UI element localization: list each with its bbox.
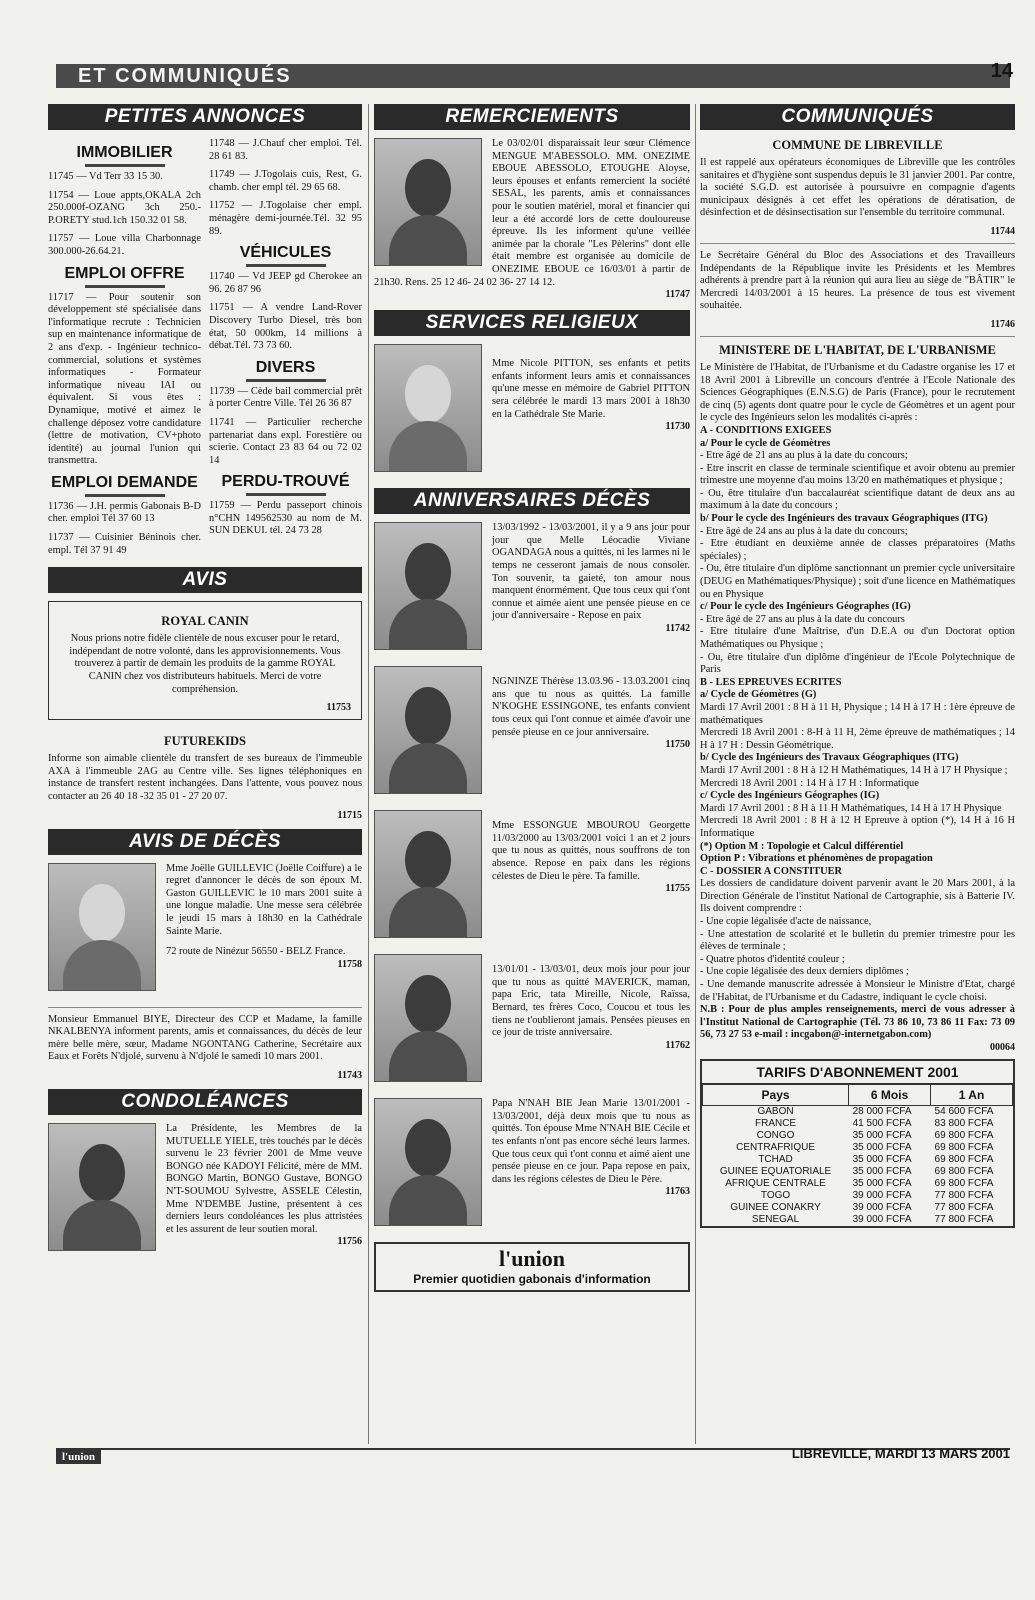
ad-number: 00064 [990,1042,1015,1053]
ministere-line: - Ou, être titulaire d'un baccalauréat scientifique datant de deux ans au maximum à la date du concours ; [700,487,1015,512]
ad-number: 11758 [337,958,362,970]
ad-number: 11750 [665,739,690,751]
table-row [703,1190,1013,1202]
ministere-line: - Ou, être titulaire d'un diplôme d'ingénieur de l'Ecole Polytechnique de Paris [700,651,1015,676]
tarifs-cell: 77 800 FCFA [934,1214,994,1225]
union-promo-box [374,1242,690,1292]
tarifs-cell: 39 000 FCFA [852,1202,912,1213]
anniversary-text: Mme ESSONGUE MBOUROU Georgette 11/03/2000 au 13/03/2001 voici 1 an et 2 jours que tu nous as quittés, nous souffrons de ton absence. Repose en paix dans les régions célestes de Dieu le père. Ta famille. [492,820,690,882]
table-row [703,1118,1013,1130]
classified-item: 11717 — Pour soutenir son développement sté spécialisée dans l'informatique recrute : Technicien sup en maintenance informatique de 2 ans d'exp. - Ingénieur technico-commercial, solutions et systèmes informatiques - Formateur informatique niveau IAI ou équivalent. Si vous êtes : Dynamique, motivé et aimez le challenge déposez votre candidature (lettre de motivation, CV+photo identité) au journal l'union qui transmettra. [48,291,201,467]
ministere-line: B - LES EPREUVES ECRITES [700,676,842,688]
classifieds-col-b [209,138,362,563]
tarifs-box [700,1059,1015,1228]
tarifs-cell: 69 800 FCFA [934,1166,994,1177]
ministere-line: c/ Cycle des Ingénieurs Géographes (IG) [700,790,880,802]
portrait-photo [374,138,482,266]
table-row [703,1154,1013,1166]
divider [700,336,1015,337]
ministere-line: Mercredi 18 Avril 2001 : 8-H à 11 H, 2ème épreuve de mathématiques ; 14 H à 17 H : Dessin Géométrique. [700,727,1015,751]
classified-item: 11754 — Loue appts,OKALA 2ch 250.000f-OZANG 3ch 250.- P.ORETY stud.1ch 150.32 01 58. [48,189,201,226]
immobilier-heading: IMMOBILIER [48,144,201,167]
classified-item: 11740 — Vd JEEP gd Cherokee an 96. 26 87 96 [209,271,362,295]
tarifs-header-cell: Pays [703,1085,849,1106]
tarifs-cell: FRANCE [754,1118,797,1129]
ministere-line: - Une copie légalisée des deux derniers diplômes ; [700,966,909,978]
portrait-photo [48,1123,156,1251]
tarifs-cell: 28 000 FCFA [852,1106,912,1117]
royal-canin-text: Nous prions notre fidèle clientèle de nous excuser pour le retard, indépendant de notre volonté, dans les approvisionnements. Vous trouverez à partir de demain les produits de la gamme ROYAL CANIN chez vos distributeurs habituels. Merci de votre compréhension. [69,633,341,695]
condoleances-entry [48,1123,362,1257]
page-number: 14 [990,60,1013,82]
futurekids-title: FUTUREKIDS [164,734,246,749]
tarifs-table [702,1084,1013,1226]
ad-number: 11756 [337,1236,362,1248]
ad-number: 11762 [665,1039,690,1051]
anniversary-entry [374,666,690,800]
tarifs-cell: 39 000 FCFA [852,1214,912,1225]
ministere-line: b/ Pour le cycle des Ingénieurs des travaux Géographiques (ITG) [700,513,988,525]
tarifs-cell: 69 800 FCFA [934,1154,994,1165]
divider [48,1007,362,1008]
ministere-line: a/ Cycle de Géomètres (G) [700,689,817,701]
ministere-line: Mardi 17 Avril 2001 : 8 H à 12 H Mathématiques, 14 H à 17 H Physique ; [700,764,1008,776]
tarifs-header-cell: 6 Mois [849,1085,931,1106]
ministere-line: - Etre âgé de 24 ans au plus à la date du concours; [700,525,908,537]
divers-heading: DIVERS [209,359,362,382]
tarifs-cell: GABON [757,1106,794,1117]
anniversaires-banner: ANNIVERSAIRES DÉCÈS [374,488,690,514]
anniversary-text: Papa N'NAH BIE Jean Marie 13/01/2001 - 13/03/2001, déjà deux mois que tu nous as quittés. Ton épouse Mme N'NAH BIE Cécile et tes enfants n'ont pas encore séché leurs larmes. Que tous ceux qui t'ont connu et aimé aient une pensée pieuse en ce jour. Papa repose en paix, dans les régions célestes de Dieu le Père. [492,1098,690,1185]
ministere-line: Option P : Vibrations et phénomènes de propagation [700,853,933,865]
avis-deces-banner: AVIS DE DÉCÈS [48,829,362,855]
ministere-line: a/ Pour le cycle de Géomètres [700,437,831,449]
ad-number: 11746 [990,318,1015,330]
tarifs-cell: 39 000 FCFA [852,1190,912,1201]
libreville-title: COMMUNE DE LIBREVILLE [772,138,943,152]
ad-number: 11744 [990,225,1015,237]
royal-canin-box [48,601,362,720]
tarifs-cell: AFRIQUE CENTRALE [725,1178,826,1189]
ministere-line: - Etre âgé de 21 ans au plus à la date du concours; [700,450,908,462]
portrait-photo [48,863,156,991]
column-left [48,104,362,1267]
anniversary-entry [374,1098,690,1232]
remerciements-entry [374,138,690,300]
tarifs-cell: 41 500 FCFA [852,1118,912,1129]
table-row [703,1130,1013,1142]
ministere-line: - Etre inscrit en classe de terminale scientifique et avoir obtenu au premier trimestre une moyenne d'au moins 13/20 en mathématiques et physique ; [700,462,1015,487]
ministere-title: MINISTERE DE L'HABITAT, DE L'URBANISME [719,342,996,357]
tarifs-cell: GUINEE EQUATORIALE [719,1166,832,1177]
section-title: ET COMMUNIQUÉS [78,65,292,87]
tarifs-cell: CONGO [756,1130,795,1141]
tarifs-cell: 83 800 FCFA [934,1118,994,1129]
classified-item: 11749 — J.Togolais cuis, Rest, G. chamb. cher empl tél. 29 65 68. [209,169,362,193]
service-text: Mme Nicole PITTON, ses enfants et petits enfants informent leurs amis et connaissances qu'une messe en mémoire de Gabriel PITTON sera célébrée le mardi 13 mars 2001 à 18h30 en la Cathédrale Ste Marie. [492,358,690,420]
tarifs-cell: 69 800 FCFA [934,1130,994,1141]
emploi-demande-heading: EMPLOI DEMANDE [48,474,201,497]
remerciements-banner: REMERCIEMENTS [374,104,690,130]
anniversary-entry [374,522,690,656]
table-row [703,1214,1013,1226]
ad-number: 11715 [337,809,362,821]
anniversary-entry [374,954,690,1088]
ministere-line: - Une demande manuscrite adressée à Monsieur le Ministre d'Etat, chargé de l'Habitat, de l'Urbanisme et du Cadastre, indiquant le cycle choisi. [700,979,1015,1003]
ministere-line: Les dossiers de candidature doivent parvenir avant le 20 Mars 2001, à la Direction Générale de l'institut National de Cartographie, sis à Batterie IV. Ils doivent comprendre : [700,878,1015,915]
tarifs-cell: 35 000 FCFA [852,1130,912,1141]
ministere-line: Mercredi 18 Avril 2001 : 8 H à 12 H Epreuve à option (*), 14 H à 16 H Informatique [700,815,1015,839]
tarifs-cell: 35 000 FCFA [852,1142,912,1153]
ad-number: 11743 [337,1069,362,1081]
condoleances-banner: CONDOLÉANCES [48,1089,362,1115]
divider [700,243,1015,244]
table-row [703,1106,1013,1119]
ministere-line: N.B : Pour de plus amples renseignements, merci de vous adresser à l'Institut National de Cartographie (Tél. 73 86 10, 73 86 11 Fax: 73 09 56, 73 27 53 e-mail : incgabon@-internetgabon.com) [700,1004,1015,1041]
tarifs-cell: 77 800 FCFA [934,1202,994,1213]
deces-text: Monsieur Emmanuel BIYE, Directeur des CCP et Madame, la famille NKALBENYA informent parents, amis et connaissances, du décès de leur mère belle mère, sœur, Madame NGONTANG Catherine, Secrétaire aux Eaux et Forêts N'djolé, survenu à N'djolé le samedi 10 mars 2001. [48,1013,362,1063]
portrait-photo [374,810,482,938]
libreville-text: Il est rappelé aux opérateurs économiques de Libreville que les contrôles sanitaires et d'hygiène sont suspendus depuis le 31 janvier 2001. Par contre, la société S.G.D. est autorisée à poursuivre en compagnie d'agents municipaux désignés à cet effet les opérations de dératisation, de désinfection et de désinsectisation sur l'ensemble du territoire communal. [700,157,1015,219]
ministere-line: A - CONDITIONS EXIGEES [700,424,832,436]
ad-number: 11755 [665,883,690,895]
tarifs-cell: CENTRAFRIQUE [736,1142,815,1153]
classified-item: 11759 — Perdu passeport chinois n°CHN 149562530 au nom de M. SUN DEKUI. tél. 24 73 28 [209,500,362,537]
tarifs-cell: 35 000 FCFA [852,1178,912,1189]
tarifs-cell: GUINEE CONAKRY [730,1202,821,1213]
ministere-line: - Etre titulaire d'une Maîtrise, d'un D.E.A ou d'un Doctorat option Mathématiques ou Physique ; [700,626,1015,650]
tarifs-cell: 35 000 FCFA [852,1166,912,1177]
anniversary-text: 13/03/1992 - 13/03/2001, il y a 9 ans jour pour jour que Melle Léocadie Viviane OGANDAGA nous a quittés, ni les larmes ni le temps ne cesseront jamais de nous consoler. Ton souvenir, ta gaieté, ton amour nous manquent énormément. Que tous ceux qui t'ont connue et aimée aient une pensée pieuse en ce jour d'anniversaire - Repose en paix [492,522,690,622]
deces-address: 72 route de Ninézur 56550 - BELZ France. [166,946,346,958]
futurekids-text: Informe son aimable clientèle du transfert de ses bureaux de l'immeuble AXA à l'immeuble 2AG au Centre ville. Ses lignes téléphoniques en instance de transfert restent inchangées. Dans l'attente, vous pouvez nous contacter au 26 40 18 -32 35 01 - 27 20 07. [48,753,362,802]
tarifs-header-cell: 1 An [931,1085,1013,1106]
perdu-trouve-heading: PERDU-TROUVÉ [209,473,362,496]
ad-number: 11742 [665,622,690,634]
tarifs-cell: 77 800 FCFA [934,1190,994,1201]
avis-banner: AVIS [48,567,362,593]
ministere-line: - Une copie légalisée d'acte de naissance, [700,916,872,928]
tarifs-cell: 35 000 FCFA [852,1154,912,1165]
royal-canin-title: ROYAL CANIN [161,614,249,629]
ad-number: 11747 [665,289,690,301]
petites-annonces-banner: PETITES ANNONCES [48,104,362,130]
classifieds-grid [48,138,362,563]
ministere-line: C - DOSSIER A CONSTITUER [700,865,843,877]
ad-number: 11753 [326,702,351,714]
table-row [703,1178,1013,1190]
classified-item: 11748 — J.Chauf cher emploi. Tél. 28 61 83. [209,138,362,162]
portrait-photo [374,954,482,1082]
classifieds-col-a [48,138,201,563]
portrait-photo [374,1098,482,1226]
batir-text: Le Secrétaire Général du Bloc des Associations et des Travailleurs Indépendants de la République invite les Présidents et les Membres adhérents à prendre part à la réunion qui aura lieu au siège de "BÂTIR" le Mercredi 14/03/2001 à 15 heures. La présence de tous est vivement souhaitée. [700,249,1015,312]
table-row [703,1166,1013,1178]
emploi-offre-heading: EMPLOI OFFRE [48,265,201,288]
services-religieux-banner: SERVICES RELIGIEUX [374,310,690,336]
ministere-line: - Quatre photos d'identité couleur ; [700,953,845,965]
tarifs-title: TARIFS D'ABONNEMENT 2001 [702,1061,1013,1084]
deces-entry [48,863,362,997]
communiques-banner: COMMUNIQUÉS [700,104,1015,130]
portrait-photo [374,522,482,650]
column-rule [368,104,369,1444]
ministere-line: Mercredi 18 Avril 2001 : 14 H à 17 H : Informatique [700,777,919,789]
ministere-line: - Une attestation de scolarité et le bulletin du premier trimestre pour les élèves de terminale ; [700,928,1015,953]
anniversary-text: 13/01/01 - 13/03/01, deux mois jour pour jour que tu nous as quitté MAVERICK, maman, papa Eric, tata Mireille, Nicole, Raïssa, Bernard, tes frères Coco, Coucou et tous les tiens ne t'oublieront jamais. Pensées pieuses en ce jour de triste anniversaire. [492,964,690,1039]
classified-item: 11757 — Loue villa Charbonnage 300.000-26.64.21. [48,233,201,257]
table-row [703,1202,1013,1214]
column-rule [695,104,696,1444]
anniversary-text: NGNINZE Thérèse 13.03.96 - 13.03.2001 cinq ans que tu nous as quittés. La famille N'KOGHE ESSINGONE, tes enfants convient tous ceux qui l'ont connue et aimée d'avoir une pensée pieuse en ce jour anniversaire. [492,676,690,738]
footer-brand: l'union [56,1450,101,1464]
classified-item: 11737 — Cuisinier Béninois cher. empl. Tél 37 91 49 [48,532,201,556]
footer-date: LIBREVILLE, MARDI 13 MARS 2001 [791,1446,1010,1461]
remerciements-text: Le 03/02/01 disparaissait leur sœur Clémence MENGUE M'ABESSOLO. MM. ONEZIME EBOUE ABESSOLO, ETOUGHE Aloyse, leurs épouses et enfants remercient la société SESAL, les parents, amis et connaissances pour le soutien matériel, moral et financier qui leur a été accordé lors de cette douloureuse épreuve. Ils les informent qu'une veillée animée par la chorale "Les Pèlerins" dont elle était membre est organisée au domicile de ONEZIME EBOUE ce 16/03/01 à partir de 21h30. Rens. 25 12 46- 24 02 36- 27 14 12. [374,138,690,288]
service-entry [374,344,690,478]
tarifs-cell: 54 600 FCFA [934,1106,994,1117]
vehicules-heading: VÉHICULES [209,244,362,267]
table-row [703,1142,1013,1154]
ministere-line: - Ou, être titulaire d'un diplôme sanctionnant un premier cycle universitaire (DEUG en Mathématiques/Physique) ; soit d'une licence en Mathématiques ou en Physique [700,563,1015,600]
section-header-bar [56,64,1010,88]
column-right [700,104,1015,1228]
classified-item: 11741 — Particulier recherche partenariat dans expl. Forestière ou scierie. Contact 23 83 64 ou 72 02 14 [209,416,362,466]
union-logo: l'union [498,1246,566,1272]
ministere-line: Mardi 17 Avril 2001 : 8 H à 11 H, Physique ; 14 H à 17 H : 1ère épreuve de mathématiques [700,701,1015,726]
tarifs-cell: 69 800 FCFA [934,1142,994,1153]
ad-number: 11763 [665,1186,690,1198]
ministere-line: b/ Cycle des Ingénieurs des Travaux Géographiques (ITG) [700,752,959,764]
tarifs-cell: TCHAD [758,1154,793,1165]
anniversary-entry [374,810,690,944]
ministere-line: Mardi 17 Avril 2001 : 8 H à 11 H Mathématiques, 14 H à 17 H Physique [700,802,1002,814]
column-middle [374,104,690,1292]
page-footer [56,1448,1010,1464]
ministere-line: - Etre âgé de 27 ans au plus à la date du concours [700,613,905,625]
tarifs-cell: SENEGAL [751,1214,800,1225]
portrait-photo [374,666,482,794]
union-tagline: Premier quotidien gabonais d'information [413,1272,651,1287]
ministere-intro: Le Ministère de l'Habitat, de l'Urbanisme et du Cadastre organise les 17 et 18 Avril 2001 à Libreville un concours d'entrée à l'Ecole Nationale des Sciences Géographiques (E.N.S.G) de Paris (France), pour le recrutement de cinq (5) agents dont quatre pour le cycle de Géomètres et un agent pour le cycle des Ingénieurs selon les modalités ci-après : [700,361,1015,424]
classified-item: 11751 — A vendre Land-Rover Discovery Turbo Diesel, très bon état, 50 000km, 14 millions à débat.Tél. 73 73 60. [209,302,362,352]
classified-item: 11745 — Vd Terr 33 15 30. [48,171,163,182]
deces-text: Mme Joëlle GUILLEVIC (Joëlle Coiffure) a le regret d'annoncer le décès de son époux M. Gaston GUILLEVIC le 10 mars 2001 suite à une longue maladie. Une messe sera célébrée le jeudi 15 mars à 18h30 en la Cathédrale Sainte Marie. [166,862,362,937]
tarifs-cell: 69 800 FCFA [934,1178,994,1189]
classified-item: 11739 — Cède bail commercial prêt à porter Centre Ville. Tél 26 36 87 [209,385,362,410]
ministere-line: - Etre étudiant en deuxième année de classes préparatoires (Maths spéciales) ; [700,538,1015,562]
condoleances-text: La Présidente, les Membres de la MUTUELLE YIELE, très touchés par le décès survenu le 23 février 2001 de Mme veuve BONGO née KADOYI Félicité, mère de MM. BONGO Martin, BONGO Gustave, BONGO N'T-SOUMOU Sylvestre, ASSELE Célestin, Mme N'DEMBE Justine, présentent à ces derniers leurs condoléances les plus attristées et les assurent de leur soutien moral. [166,1122,362,1235]
tarifs-cell: TOGO [760,1190,791,1201]
ministere-line: (*) Option M : Topologie et Calcul différentiel [700,840,904,852]
classified-item: 11752 — J.Togolaise cher empl. ménagère demi-journée.Tél. 32 95 89. [209,200,362,237]
ministere-lines [700,425,1015,1042]
ministere-line: c/ Pour le cycle des Ingénieurs Géographes (IG) [700,601,911,613]
portrait-photo [374,344,482,472]
ad-number: 11730 [665,421,690,433]
classified-item: 11736 — J.H. permis Gabonais B-D cher. emploi Tél 37 60 13 [48,500,201,525]
